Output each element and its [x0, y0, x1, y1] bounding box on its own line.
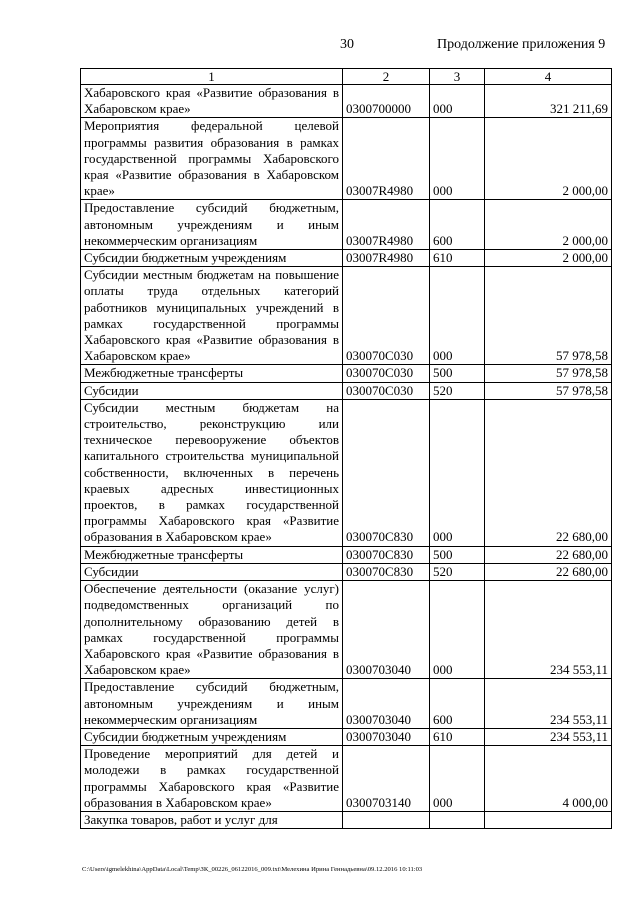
- column-header: 2: [343, 69, 430, 85]
- row-name-cell: Предоставление субсидий бюджетным, автономным учреждениям и иным некоммерческим организациям: [81, 679, 343, 729]
- row-type-cell: 610: [430, 250, 485, 267]
- row-code-cell: 03007R4980: [343, 118, 430, 200]
- row-name-cell: Проведение мероприятий для детей и молодежи в рамках государственной программы Хабаровского края «Развитие образования в Хабаровском крае»: [81, 746, 343, 812]
- row-code-cell: 03007R4980: [343, 200, 430, 250]
- row-code-cell: 030070С830: [343, 546, 430, 563]
- table-row: [81, 267, 612, 365]
- row-name-cell: Хабаровского края «Развитие образования в Хабаровском крае»: [81, 85, 343, 118]
- row-type-cell: 000: [430, 399, 485, 546]
- row-name-cell: Субсидии: [81, 382, 343, 399]
- row-code-cell: 0300703040: [343, 581, 430, 679]
- row-type-cell: 520: [430, 382, 485, 399]
- page-number: 30: [340, 37, 354, 52]
- row-name-cell: Субсидии местным бюджетам на строительство, реконструкцию или техническое перевооружение объектов капитального строительства муниципальной собственности, включенных в перечень краевых адресных инвестиционных проектов, в рамках государственной программы Хабаровского края «Развитие образования в Хабаровском крае»: [81, 399, 343, 546]
- row-sum-cell: 2 000,00: [485, 200, 612, 250]
- row-code-cell: 030070С830: [343, 563, 430, 580]
- table-row: [81, 85, 612, 118]
- column-header: 3: [430, 69, 485, 85]
- row-type-cell: 520: [430, 563, 485, 580]
- table-row: [81, 200, 612, 250]
- row-sum-cell: 2 000,00: [485, 250, 612, 267]
- table-row: [81, 811, 612, 828]
- row-name-cell: Предоставление субсидий бюджетным, автономным учреждениям и иным некоммерческим организациям: [81, 200, 343, 250]
- row-name-cell: Субсидии бюджетным учреждениям: [81, 250, 343, 267]
- column-header: 4: [485, 69, 612, 85]
- row-type-cell: 500: [430, 365, 485, 382]
- row-type-cell: [430, 811, 485, 828]
- file-path-footer: C:\Users\igmelekhina\AppData\Local\Temp\ЗК_00226_06122016_009.txt\Мелехина Ирина Геннадьевна\09.12.2016 10:11:03: [82, 866, 423, 873]
- row-name-cell: Обеспечение деятельности (оказание услуг) подведомственных организаций по дополнительному образованию детей в рамках государственной программы Хабаровского края «Развитие образования в Хабаровском крае»: [81, 581, 343, 679]
- row-sum-cell: 22 680,00: [485, 546, 612, 563]
- row-code-cell: [343, 811, 430, 828]
- row-type-cell: 000: [430, 267, 485, 365]
- budget-table: [80, 68, 612, 829]
- row-sum-cell: 4 000,00: [485, 746, 612, 812]
- row-sum-cell: 22 680,00: [485, 399, 612, 546]
- continuation-label: Продолжение приложения 9: [437, 37, 606, 52]
- table-row: [81, 382, 612, 399]
- table-row: [81, 250, 612, 267]
- table-row: [81, 399, 612, 546]
- table-row: [81, 728, 612, 745]
- row-sum-cell: [485, 811, 612, 828]
- row-type-cell: 600: [430, 200, 485, 250]
- row-sum-cell: 234 553,11: [485, 728, 612, 745]
- table-row: [81, 581, 612, 679]
- row-name-cell: Субсидии бюджетным учреждениям: [81, 728, 343, 745]
- row-code-cell: 0300703140: [343, 746, 430, 812]
- row-name-cell: Межбюджетные трансферты: [81, 546, 343, 563]
- table-row: [81, 563, 612, 580]
- row-type-cell: 500: [430, 546, 485, 563]
- row-type-cell: 000: [430, 746, 485, 812]
- row-sum-cell: 234 553,11: [485, 581, 612, 679]
- table-header-row: [81, 69, 612, 85]
- row-code-cell: 0300703040: [343, 728, 430, 745]
- row-type-cell: 000: [430, 118, 485, 200]
- row-code-cell: 03007R4980: [343, 250, 430, 267]
- row-name-cell: Субсидии местным бюджетам на повышение оплаты труда отдельных категорий работников муниципальных учреждений в рамках государственной программы Хабаровского края «Развитие образования в Хабаровском крае»: [81, 267, 343, 365]
- row-name-cell: Мероприятия федеральной целевой программы развития образования в рамках государственной программы Хабаровского края «Развитие образования в Хабаровском крае»: [81, 118, 343, 200]
- row-sum-cell: 321 211,69: [485, 85, 612, 118]
- row-sum-cell: 57 978,58: [485, 365, 612, 382]
- table-row: [81, 679, 612, 729]
- table-row: [81, 546, 612, 563]
- table-row: [81, 746, 612, 812]
- row-type-cell: 000: [430, 85, 485, 118]
- row-code-cell: 030070С030: [343, 382, 430, 399]
- row-code-cell: 030070С830: [343, 399, 430, 546]
- row-type-cell: 610: [430, 728, 485, 745]
- row-code-cell: 0300703040: [343, 679, 430, 729]
- table-row: [81, 365, 612, 382]
- table-row: [81, 118, 612, 200]
- row-sum-cell: 22 680,00: [485, 563, 612, 580]
- row-sum-cell: 57 978,58: [485, 267, 612, 365]
- row-type-cell: 000: [430, 581, 485, 679]
- row-code-cell: 030070С030: [343, 365, 430, 382]
- row-name-cell: Закупка товаров, работ и услуг для: [81, 811, 343, 828]
- row-sum-cell: 2 000,00: [485, 118, 612, 200]
- column-header: 1: [81, 69, 343, 85]
- row-sum-cell: 57 978,58: [485, 382, 612, 399]
- row-name-cell: Межбюджетные трансферты: [81, 365, 343, 382]
- row-type-cell: 600: [430, 679, 485, 729]
- row-code-cell: 0300700000: [343, 85, 430, 118]
- row-sum-cell: 234 553,11: [485, 679, 612, 729]
- row-name-cell: Субсидии: [81, 563, 343, 580]
- row-code-cell: 030070С030: [343, 267, 430, 365]
